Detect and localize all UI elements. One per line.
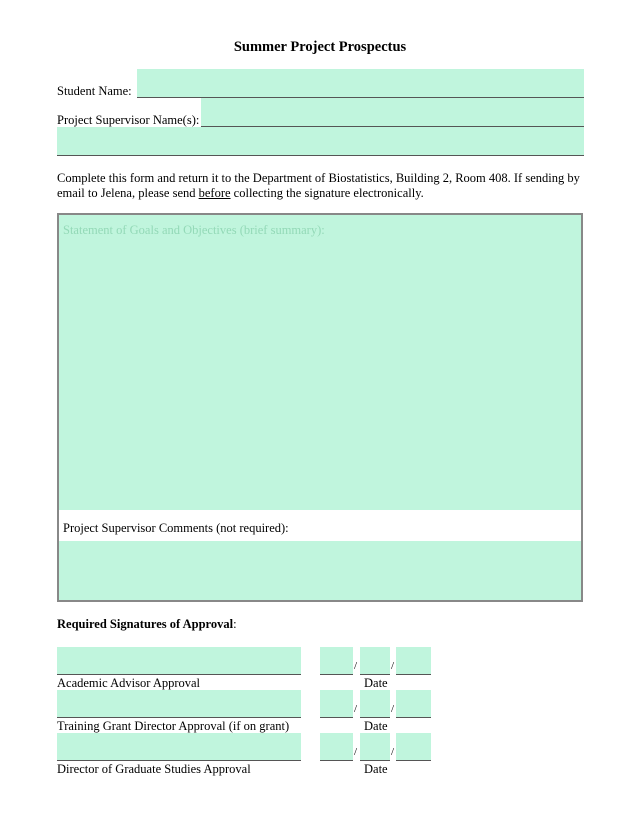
supervisor-name-label: Project Supervisor Name(s): <box>57 113 200 127</box>
signatures-heading-colon: : <box>233 617 237 631</box>
signatures-heading <box>57 617 237 632</box>
date-separator: / <box>354 746 358 758</box>
graduate-studies-director-signature-input[interactable] <box>57 733 301 761</box>
goals-comments-box <box>57 213 583 602</box>
graduate-studies-director-label: Director of Graduate Studies Approval <box>57 762 251 776</box>
academic-advisor-date-day[interactable] <box>360 647 390 675</box>
instructions-text <box>57 171 592 201</box>
date-separator: / <box>391 660 395 672</box>
training-grant-director-date-month[interactable] <box>320 690 353 718</box>
supervisor-name-input[interactable] <box>201 98 584 127</box>
training-grant-director-date-day[interactable] <box>360 690 390 718</box>
instructions-part1: Complete this form and return it to the Department of Biostatistics, Building 2, Room 408. If sending by email to Jelena, please send <box>57 171 580 200</box>
date-separator: / <box>354 703 358 715</box>
date-label: Date <box>364 676 388 690</box>
graduate-studies-director-date-year[interactable] <box>396 733 431 761</box>
graduate-studies-director-date-month[interactable] <box>320 733 353 761</box>
student-name-label: Student Name: <box>57 84 132 98</box>
instructions-emphasis: before <box>198 186 231 200</box>
academic-advisor-label: Academic Advisor Approval <box>57 676 201 690</box>
goals-objectives-textarea[interactable] <box>59 215 581 510</box>
academic-advisor-signature-input[interactable] <box>57 647 301 675</box>
training-grant-director-label: Training Grant Director Approval (if on grant) <box>57 719 290 733</box>
academic-advisor-date-month[interactable] <box>320 647 353 675</box>
instructions-part2: collecting the signature electronically. <box>230 186 424 200</box>
date-separator: / <box>354 660 358 672</box>
page-title: Summer Project Prospectus <box>233 39 407 55</box>
graduate-studies-director-date-day[interactable] <box>360 733 390 761</box>
training-grant-director-signature-input[interactable] <box>57 690 301 718</box>
signatures-heading-text: Required Signatures of Approval <box>57 617 234 631</box>
supervisor-comments-textarea[interactable] <box>59 541 581 600</box>
date-label: Date <box>364 762 388 776</box>
academic-advisor-date-year[interactable] <box>396 647 431 675</box>
student-name-input[interactable] <box>137 69 584 98</box>
comments-label: Project Supervisor Comments (not required): <box>63 521 289 535</box>
supervisor-name-input-continued[interactable] <box>57 127 584 156</box>
date-label: Date <box>364 719 388 733</box>
date-separator: / <box>391 746 395 758</box>
training-grant-director-date-year[interactable] <box>396 690 431 718</box>
date-separator: / <box>391 703 395 715</box>
